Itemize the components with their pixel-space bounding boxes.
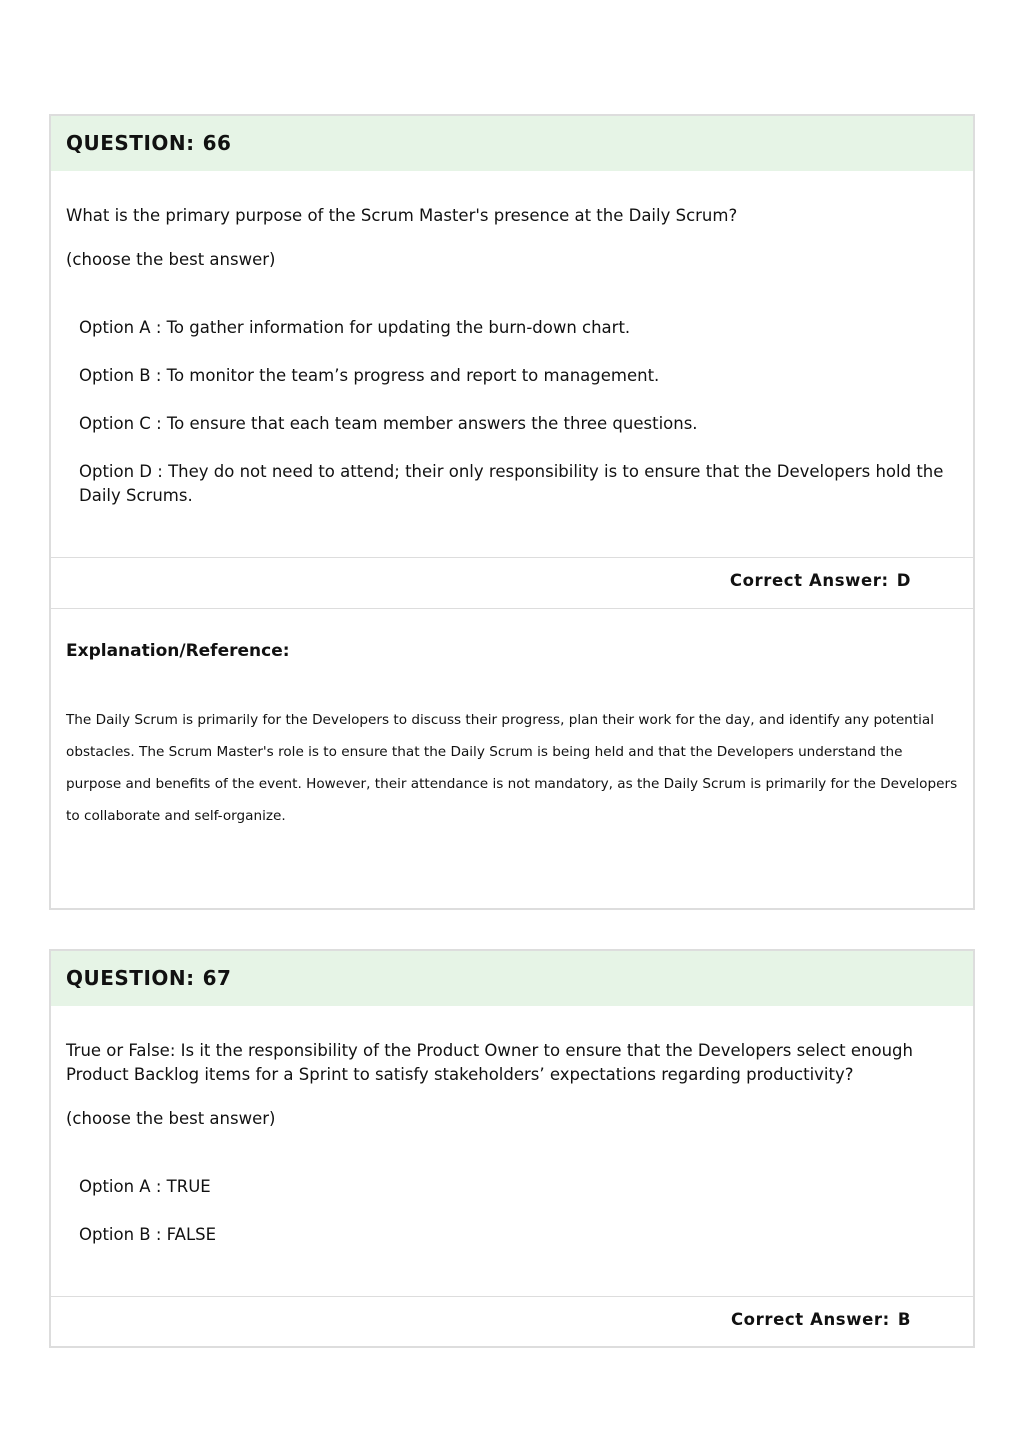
question-card [49, 949, 975, 1348]
question-number: 66 [202, 131, 232, 155]
question-instruction: (choose the best answer) [66, 1109, 276, 1128]
question-title [66, 131, 231, 155]
correct-answer-label: Correct Answer: [729, 571, 889, 590]
correct-answer [731, 1310, 911, 1329]
option-a: Option A : To gather information for updating the burn-down chart. [79, 318, 631, 337]
divider [51, 1296, 973, 1297]
divider [51, 557, 973, 558]
question-label: QUESTION: [66, 966, 195, 990]
question-header [51, 116, 973, 171]
explanation-title: Explanation/Reference: [66, 641, 290, 661]
question-card [49, 114, 975, 910]
correct-answer [730, 571, 911, 590]
explanation-text: The Daily Scrum is primarily for the Developers to discuss their progress, plan their work for the day, and identify any potential obstacles. The Scrum Master's role is to ensure that the Daily Scrum is being held and that the Developers understand the purpose and benefits of the event. However, their attendance is not mandatory, as the Daily Scrum is primarily for the Developers to collaborate and self-organize. [66, 712, 958, 824]
question-text: True or False: Is it the responsibility of the Product Owner to ensure that the Developers select enough Product Backlog items for a Sprint to satisfy stakeholders’ expectations regarding productivity? [66, 1041, 913, 1084]
option-d: Option D : They do not need to attend; their only responsibility is to ensure that the Developers hold the Daily Scrums. [79, 462, 944, 505]
option-a: Option A : TRUE [79, 1177, 211, 1196]
option-b: Option B : FALSE [79, 1225, 217, 1244]
question-label: QUESTION: [66, 131, 195, 155]
option-b: Option B : To monitor the team’s progress and report to management. [79, 366, 660, 385]
divider [51, 608, 973, 609]
correct-answer-value: D [896, 571, 911, 590]
correct-answer-value: B [897, 1310, 911, 1329]
question-title [66, 966, 231, 990]
question-instruction: (choose the best answer) [66, 250, 276, 269]
question-number: 67 [202, 966, 232, 990]
question-text: What is the primary purpose of the Scrum Master's presence at the Daily Scrum? [66, 206, 738, 225]
correct-answer-label: Correct Answer: [730, 1310, 890, 1329]
option-c: Option C : To ensure that each team member answers the three questions. [79, 414, 698, 433]
question-header [51, 951, 973, 1006]
